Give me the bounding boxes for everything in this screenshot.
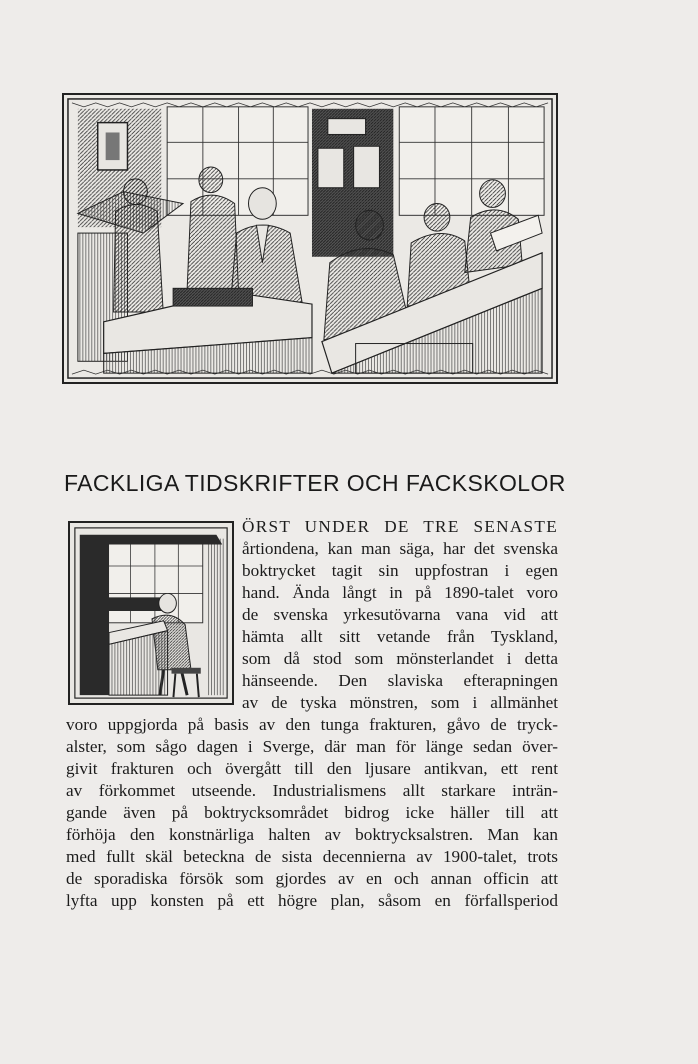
body-line: givit frakturen och övergått till den ljusare antikvan, ett rent [66,759,558,778]
body-line: hämta allt sitt vetande från Tyskland, [242,627,558,646]
body-line: hand. Ända långt in på 1890-talet voro [242,583,558,602]
body-line: som då stod som mönsterlandet i detta [242,649,558,668]
body-line: årtiondena, kan man säga, har det svenska [242,539,558,558]
decorated-initial-letter [68,521,234,705]
body-line: voro uppgjorda på basis av den tunga frakturen, gåvo de tryck- [66,715,558,734]
body-line: lyfta upp konsten på ett högre plan, såsom en förfallsperiod [66,891,558,910]
section-heading: FACKLIGA TIDSKRIFTER OCH FACKSKOLOR [64,470,566,496]
body-line: de sporadiska försök som gjordes av en och annan officin att [66,869,558,888]
body-line: gande även på boktrycksområdet bidrog icke häller till att [66,803,558,822]
body-line: alster, som sågo dagen i Sverge, där man för länge sedan över- [66,737,558,756]
print-shop-illustration [62,93,558,384]
body-line: av förkommet utseende. Industrialismens allt starkare inträn- [66,781,558,800]
body-line: förhöja den konstnärliga halten av boktrycksalstren. Man kan [66,825,558,844]
body-line: ÖRST UNDER DE TRE SENASTE [242,517,558,536]
body-line: med fullt skäl beteckna de sista decennierna av 1900-talet, trots [66,847,558,866]
body-line: av de tyska mönstren, som i allmänhet [242,693,558,712]
print-shop-drawing [64,95,556,382]
body-line: hänseende. Den slaviska efterapningen [242,671,558,690]
body-line: boktrycket tagit sin uppfostran i egen [242,561,558,580]
body-line: de svenska yrkesutövarna vana vid att [242,605,558,624]
initial-f-drawing [70,523,232,703]
